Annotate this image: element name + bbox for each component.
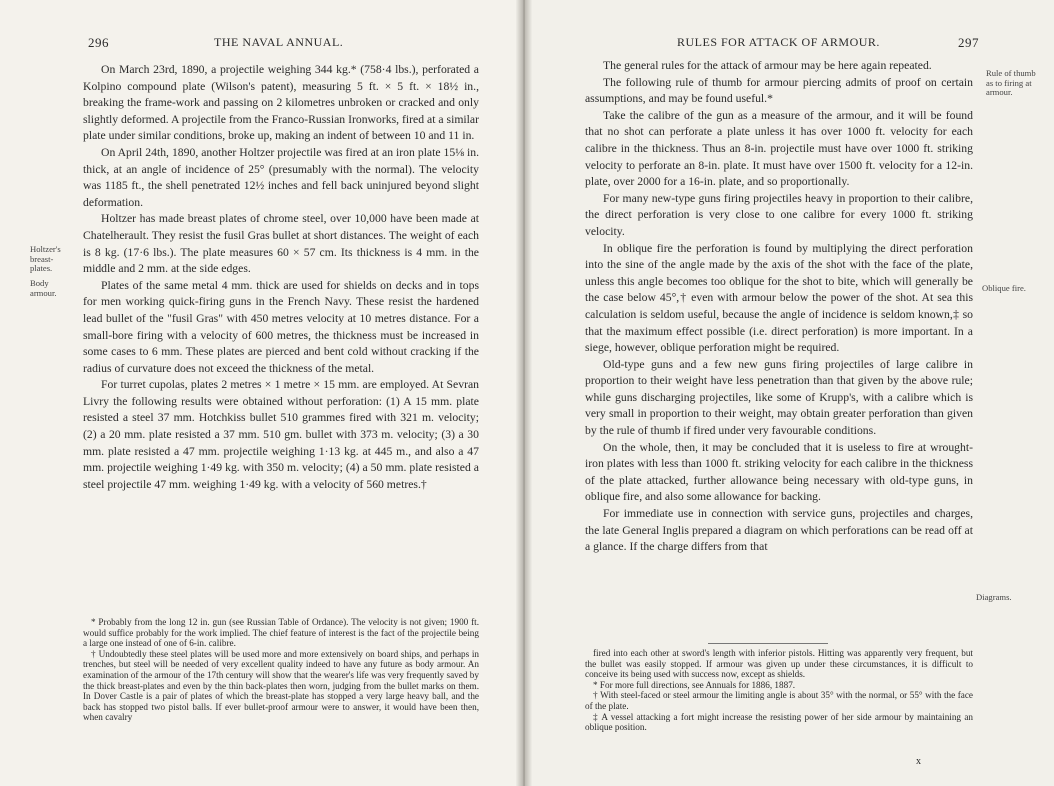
paragraph: In oblique fire the perforation is found by multiplying the direct perforation into the sine of the angle made by the axis of the shot with the face of the plate, unless this angle becomes too oblique for the shot to bite, which will generally be the case below 45°,† even with armour below the power of the shot. At sea this calculation is seldom useful, because the angle of incidence is seldom known,‡ so that the maximum effect possible (i.e. direct perforation) is more important. In a siege, however, oblique perforation might be required. (585, 241, 973, 355)
footnote: fired into each other at sword's length with inferior pistols. Hitting was apparently very frequent, but the bullet was easily stopped. If armour was given up under these circumstances, it is difficult to conceive its being used with success now, except as shields. (585, 648, 973, 680)
footnote: * For more full directions, see Annuals for 1886, 1887. (593, 679, 796, 690)
left-page-number: 296 (88, 35, 109, 50)
left-footnotes (83, 617, 479, 723)
right-page-number: 297 (958, 35, 979, 50)
margin-note-holtzer: Holtzer's breast-plates. (30, 244, 61, 274)
book-gutter (516, 0, 532, 786)
footnote: ‡ A vessel attacking a fort might increase the resisting power of her side armour by maintaining an oblique position. (585, 711, 973, 733)
paragraph: On April 24th, 1890, another Holtzer projectile was fired at an iron plate 15⅛ in. thick, at an angle of incidence of 25° (presumably with the normal). The velocity was 1185 ft., the shell penetrated 12½ inches and fell back uninjured beyond slight deformation. (83, 145, 479, 209)
footnote-divider (708, 643, 828, 644)
paragraph: Plates of the same metal 4 mm. thick are used for shields on decks and in tops for men working quick-firing guns in the French Navy. These resist the hardened lead bullet of the "fusil Gras" with 450 metres velocity at 10 metres distance. For a small-bore firing with a velocity of 600 metres, the thickness must be increased in some cases to 6 mm. These plates are pierced and bent cold without cracking if the radius of curvature does not exceed the thickness of the metal. (83, 278, 479, 375)
paragraph: For many new-type guns firing projectiles heavy in proportion to their calibre, the direct perforation is very close to one calibre for every 1000 ft. striking velocity. (585, 191, 973, 238)
paragraph: Holtzer has made breast plates of chrome steel, over 10,000 have been made at Chatelherault. They resist the fusil Gras bullet at short distances. The weight of each is 8 kg. (17·6 lbs.). The plate measures 60 × 57 cm. Its thickness is 4 mm. in the middle and 2 mm. at the side edges. (83, 212, 479, 276)
left-running-head: THE NAVAL ANNUAL. (214, 35, 344, 49)
margin-note-oblique-fire: Oblique fire. (982, 283, 1026, 293)
left-page (0, 0, 524, 786)
paragraph: On the whole, then, it may be concluded that it is useless to fire at wrought-iron plates with less than 1000 ft. striking velocity for each calibre in the thickness of the plate attacked, further allowance being necessary with old-type guns, in oblique fire, and also some allowance for backing. (585, 440, 973, 504)
right-body-text (585, 58, 973, 556)
right-running-head: RULES FOR ATTACK OF ARMOUR. (677, 35, 880, 49)
paragraph: The general rules for the attack of armour may be here again repeated. (603, 59, 932, 72)
left-body-text (83, 62, 479, 493)
right-footnotes (585, 648, 973, 733)
paragraph: For immediate use in connection with service guns, projectiles and charges, the late General Inglis prepared a diagram on which perforations can be read off at a glance. If the charge differs from that (585, 507, 973, 554)
footnote: † With steel-faced or steel armour the limiting angle is about 35° with the normal, or 55° with the face of the plate. (585, 690, 973, 711)
paragraph: The following rule of thumb for armour piercing admits of proof on certain assumptions, and may be found useful.* (585, 75, 973, 106)
paragraph: Take the calibre of the gun as a measure of the armour, and it will be found that no shot can perforate a plate unless it has over 1000 ft. velocity for each calibre in the thickness. Thus an 8-in. projectile must have over 1000 ft. striking velocity to perforate an 8-in. plate. It must have over 1500 ft. velocity for a 12-in. plate, over 2000 for a 16-in. plate, and so proportionally. (585, 108, 973, 189)
footnote: * Probably from the long 12 in. gun (see Russian Table of Ordance). The velocity is not given; 1900 ft. would suffice probably for the work implied. The chief feature of interest is the fact of the projectile being a large one instead of one of 6-in. calibre. (83, 617, 479, 649)
paragraph: On March 23rd, 1890, a projectile weighing 344 kg.* (758·4 lbs.), perforated a Kolpino compound plate (Wilson's patent), measuring 5 ft. × 5 ft. × 18½ in., breaking the frame-work and passing on 2 kilometres unbroken or cracked and only slightly deformed. A projectile from the Franco-Russian Ironworks, fired at a similar plate under similar conditions, broke up, making an indent of between 10 and 11 in. (83, 63, 479, 143)
margin-note-body-armour: Body armour. (30, 278, 57, 298)
paragraph: Old-type guns and a few new guns firing projectiles of large calibre in proportion to their weight have less penetration than that given by the above rule; while guns discharging projectiles, like some of Krupp's, with a calibre which is very small in proportion to their weight, may obtain greater perforation than given by the rule of thumb if fired under very favourable conditions. (585, 357, 973, 438)
footnote: † Undoubtedly these steel plates will be used more and more extensively on board ships, and perhaps in trenches, but steel will be needed of very excellent quality indeed to have any future as body armour. An examination of the armour of the 17th century will show that the wearer's life was very frequently saved by the thick breast-plates and even by the thin back-plates then worn, judging from the bullet marks on them. In Dover Castle is a pair of plates of which the breast-plate has stopped a very large heavy ball, and the back has stopped two pistol balls. If ever bullet-proof armour were to answer, it would have been then, when cavalry (83, 648, 479, 723)
paragraph: For turret cupolas, plates 2 metres × 1 metre × 15 mm. are employed. At Sevran Livry the following results were obtained without perforation: (1) A 15 mm. plate resisted a steel 37 mm. Hotchkiss bullet 510 grammes fired with 321 m. velocity; (2) a 20 mm. plate resisted a 37 mm. 510 gm. bullet with 373 m. velocity; (3) a 30 mm. plate resisted a 47 mm. projectile weighing 1·13 kg. at 445 m., and also a 47 mm. projectile weighing 1·49 kg. with 350 m. velocity; (4) a 50 mm. plate resisted a steel projectile 47 mm. weighing 1·49 kg. with a velocity of 560 metres.† (83, 378, 479, 491)
signature-mark: x (916, 756, 921, 767)
margin-note-rule-of-thumb: Rule of thumb as to firing at armour. (986, 68, 1036, 98)
margin-note-diagrams: Diagrams. (976, 592, 1012, 602)
